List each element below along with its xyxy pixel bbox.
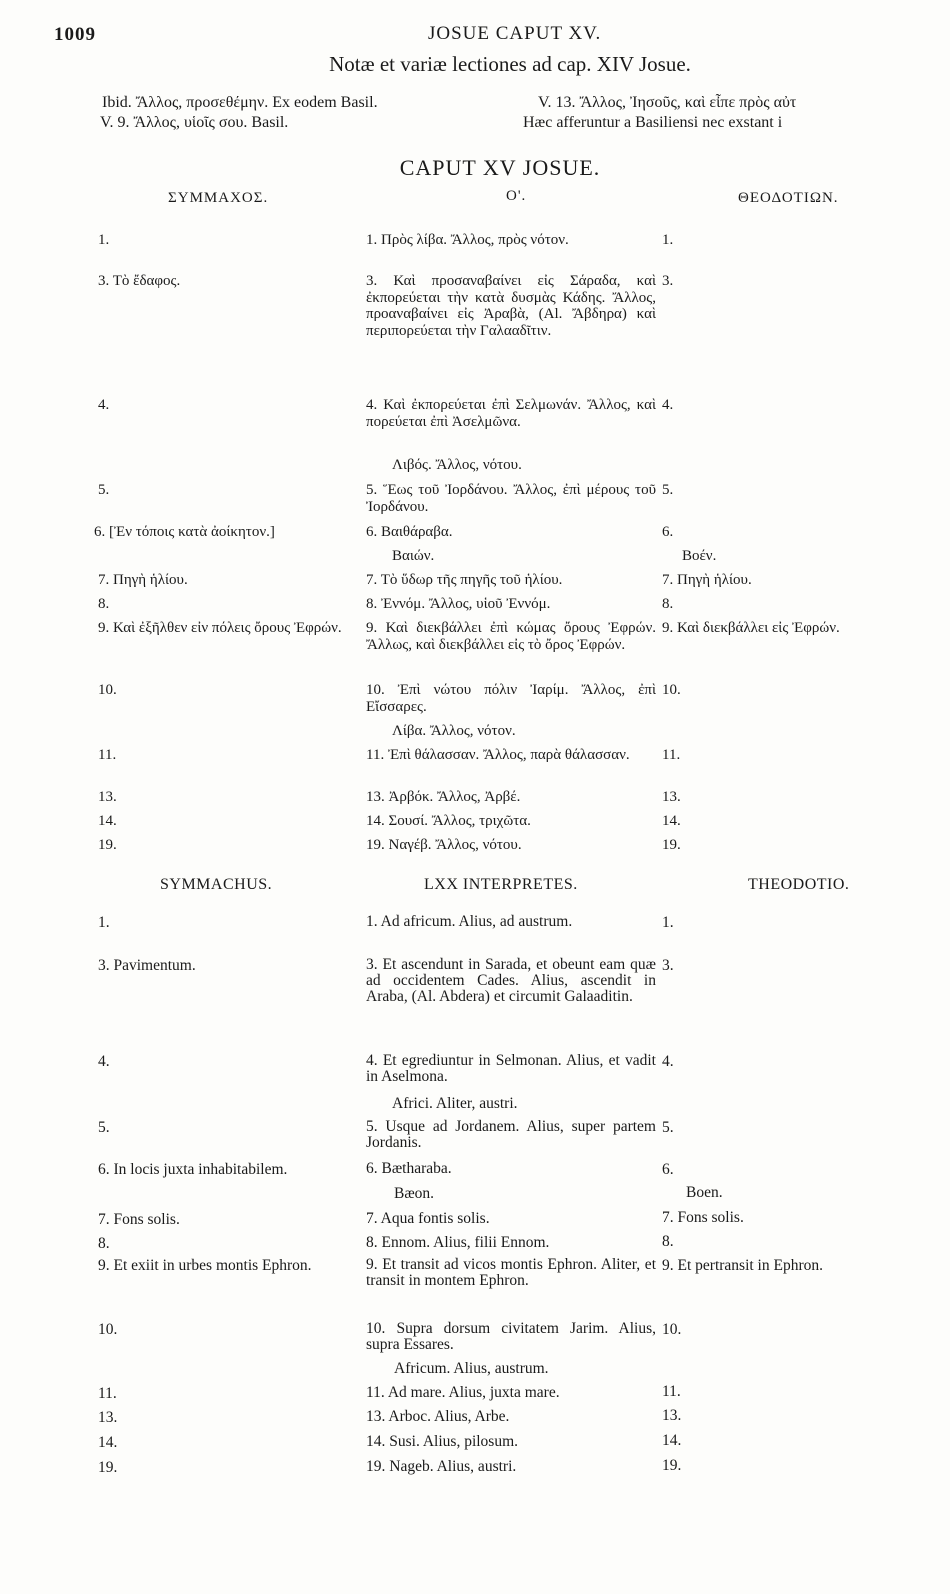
theodotion-cell: 4. (662, 397, 674, 413)
column-header-symmachus-latin: SYMMACHUS. (160, 876, 273, 893)
symmachus-cell: 9. Καὶ ἐξῆλθεν εἰν πόλεις ὄρους Ἐφρών. (98, 620, 342, 636)
lxx-cell: 8. Ennom. Alius, filii Ennom. (366, 1234, 550, 1251)
symmachus-cell: 5. (98, 1119, 110, 1136)
lxx-cell: 14. Susi. Alius, pilosum. (366, 1433, 519, 1450)
column-header-lxx-latin: LXX INTERPRETES. (424, 876, 578, 893)
symmachus-cell: 4. (98, 397, 110, 413)
symmachus-cell: 1. (98, 914, 110, 931)
lxx-cell: Bæon. (394, 1185, 435, 1202)
column-header-lxx-greek: Ο'. (506, 188, 527, 204)
lxx-cell: 3. Καὶ προσαναβαίνει εἰς Σάραδα, καὶ ἐκπορεύεται τὴν κατὰ δυσμὰς Κάδης. Ἄλλος, προαναβαίνει εἰς Ἀραβὰ, (Al. Ἄβδηρα) καὶ περιπορεύεται τὴν Γαλααδῖτιν. (366, 273, 656, 339)
lxx-cell: Africum. Alius, austrum. (394, 1360, 549, 1377)
lxx-cell: 10. Supra dorsum civitatem Jarim. Alius, supra Essares. (366, 1320, 656, 1353)
theodotio-cell: 4. (662, 1053, 674, 1070)
theodotion-cell: 8. (662, 596, 674, 612)
symmachus-cell: 3. Τὸ ἔδαφος. (98, 273, 181, 289)
symmachus-cell: 5. (98, 482, 110, 498)
theodotion-cell: 1. (662, 232, 674, 248)
theodotion-cell: 3. (662, 273, 674, 289)
theodotion-cell: 10. (662, 682, 681, 698)
symmachus-cell: 11. (98, 1385, 117, 1402)
symmachus-cell: 19. (98, 1459, 118, 1476)
lxx-cell: 9. Καὶ διεκβάλλει ἐπὶ κώμας ὄρους Ἐφρών. Ἄλλως, καὶ διεκβάλλει εἰς τὸ ὄρος Ἐφρών. (366, 620, 656, 653)
lxx-cell: 5. Ἕως τοῦ Ἰορδάνου. Ἄλλος, ἐπὶ μέρους τοῦ Ἰορδάνου. (366, 482, 656, 515)
lxx-cell: Africi. Aliter, austri. (392, 1095, 518, 1112)
lxx-cell: 9. Et transit ad vicos montis Ephron. Aliter, et transit in montem Ephron. (366, 1256, 656, 1289)
symmachus-cell: 3. Pavimentum. (98, 957, 196, 974)
theodotion-cell: 19. (662, 837, 681, 853)
theodotion-cell: 9. Καὶ διεκβάλλει εἰς Ἐφρών. (662, 620, 840, 636)
lxx-cell: 14. Σουσί. Ἄλλος, τριχῶτα. (366, 813, 531, 829)
theodotion-cell: 13. (662, 789, 681, 805)
running-head: JOSUE CAPUT XV. (428, 23, 602, 44)
notes-title: Notæ et variæ lectiones ad cap. XIV Josue. (329, 52, 691, 76)
theodotio-cell: 7. Fons solis. (662, 1209, 744, 1226)
theodotion-cell: 7. Πηγὴ ἡλίου. (662, 572, 752, 588)
lxx-cell: 5. Usque ad Jordanem. Alius, super partem Jordanis. (366, 1118, 656, 1151)
theodotio-cell: 14. (662, 1432, 682, 1449)
theodotio-cell: Boen. (686, 1184, 723, 1201)
symmachus-cell: 14. (98, 813, 117, 829)
lxx-cell: Βαιών. (392, 548, 435, 564)
symmachus-cell: 1. (98, 232, 110, 248)
symmachus-cell: 11. (98, 747, 117, 763)
lxx-cell: 7. Aqua fontis solis. (366, 1210, 490, 1227)
theodotio-cell: 1. (662, 914, 674, 931)
symmachus-cell: 9. Et exiit in urbes montis Ephron. (98, 1257, 312, 1274)
lxx-cell: 1. Πρὸς λίβα. Ἄλλος, πρὸς νότον. (366, 232, 569, 248)
theodotio-cell: 9. Et pertransit in Ephron. (662, 1257, 823, 1274)
lxx-cell: 4. Καὶ ἐκπορεύεται ἐπὶ Σελμωνάν. Ἄλλος, καὶ πορεύεται ἐπὶ Ἀσελμῶνα. (366, 397, 656, 430)
symmachus-cell: 7. Πηγὴ ἡλίου. (98, 572, 188, 588)
symmachus-cell: 19. (98, 837, 117, 853)
lxx-cell: 8. Ἐννόμ. Ἄλλος, υἱοῦ Ἐννόμ. (366, 596, 551, 612)
note-line: V. 13. Ἄλλος, Ἰησοῦς, καὶ εἶπε πρὸς αὐτ (538, 94, 797, 111)
theodotio-cell: 5. (662, 1119, 674, 1136)
lxx-cell: 3. Et ascendunt in Sarada, et obeunt eam quæ ad occidentem Cades. Alius, ascendit in Araba, (Al. Abdera) et circumit Galaaditin. (366, 956, 656, 1005)
column-header-symmachus-greek: ΣΥΜΜΑΧΟΣ. (168, 190, 269, 206)
lxx-cell: 11. Ἐπὶ θάλασσαν. Ἄλλος, παρὰ θάλασσαν. (366, 747, 630, 763)
lxx-cell: 6. Bætharaba. (366, 1160, 452, 1177)
section-title: CAPUT XV JOSUE. (399, 155, 601, 180)
theodotio-cell: 10. (662, 1321, 682, 1338)
symmachus-cell: 8. (98, 596, 110, 612)
theodotio-cell: 6. (662, 1161, 674, 1178)
lxx-cell: 1. Ad africum. Alius, ad austrum. (366, 913, 573, 930)
note-line: Hæc afferuntur a Basiliensi nec exstant i (523, 114, 783, 131)
symmachus-cell: 8. (98, 1235, 110, 1252)
column-header-theodotio-latin: THEODOTIO. (748, 876, 850, 893)
lxx-cell: 19. Nageb. Alius, austri. (366, 1458, 517, 1475)
symmachus-cell: 13. (98, 789, 117, 805)
lxx-cell: 10. Ἐπὶ νώτου πόλιν Ἰαρίμ. Ἄλλος, ἐπὶ Εἴσσαρες. (366, 682, 656, 715)
page-number: 1009 (54, 24, 96, 45)
theodotion-cell: 5. (662, 482, 674, 498)
lxx-cell: Λιβός. Ἄλλος, νότου. (392, 457, 522, 473)
theodotion-cell: 6. (662, 524, 674, 540)
theodotion-cell: Βοέν. (682, 548, 717, 564)
lxx-cell: 13. Ἀρβόκ. Ἄλλος, Ἀρβέ. (366, 789, 521, 805)
symmachus-cell: 7. Fons solis. (98, 1211, 180, 1228)
column-header-theodotion-greek: ΘΕΟΔΟΤΙΩΝ. (738, 190, 839, 206)
theodotion-cell: 11. (662, 747, 681, 763)
lxx-cell: 11. Ad mare. Alius, juxta mare. (366, 1384, 560, 1401)
lxx-cell: 19. Ναγέβ. Ἄλλος, νότου. (366, 837, 522, 853)
note-line: V. 9. Ἄλλος, υἱοῖς σου. Basil. (100, 114, 289, 131)
symmachus-cell: 10. (98, 1321, 118, 1338)
symmachus-cell: 6. [Ἐν τόποις κατὰ ἀοίκητον.] (94, 524, 275, 540)
symmachus-cell: 4. (98, 1053, 110, 1070)
lxx-cell: 13. Arboc. Alius, Arbe. (366, 1408, 510, 1425)
theodotio-cell: 19. (662, 1457, 682, 1474)
lxx-cell: 4. Et egrediuntur in Selmonan. Alius, et vadit in Aselmona. (366, 1052, 656, 1085)
lxx-cell: 6. Βαιθάραβα. (366, 524, 453, 540)
symmachus-cell: 14. (98, 1434, 118, 1451)
theodotion-cell: 14. (662, 813, 681, 829)
symmachus-cell: 10. (98, 682, 117, 698)
theodotio-cell: 13. (662, 1407, 682, 1424)
theodotio-cell: 11. (662, 1383, 681, 1400)
lxx-cell: Λίβα. Ἄλλος, νότον. (392, 723, 516, 739)
symmachus-cell: 6. In locis juxta inhabitabilem. (98, 1161, 288, 1178)
symmachus-cell: 13. (98, 1409, 118, 1426)
lxx-cell: 7. Τὸ ὕδωρ τῆς πηγῆς τοῦ ἡλίου. (366, 572, 563, 588)
theodotio-cell: 3. (662, 957, 674, 974)
theodotio-cell: 8. (662, 1233, 674, 1250)
note-line: Ibid. Ἄλλος, προσεθέμην. Ex eodem Basil. (102, 94, 378, 111)
